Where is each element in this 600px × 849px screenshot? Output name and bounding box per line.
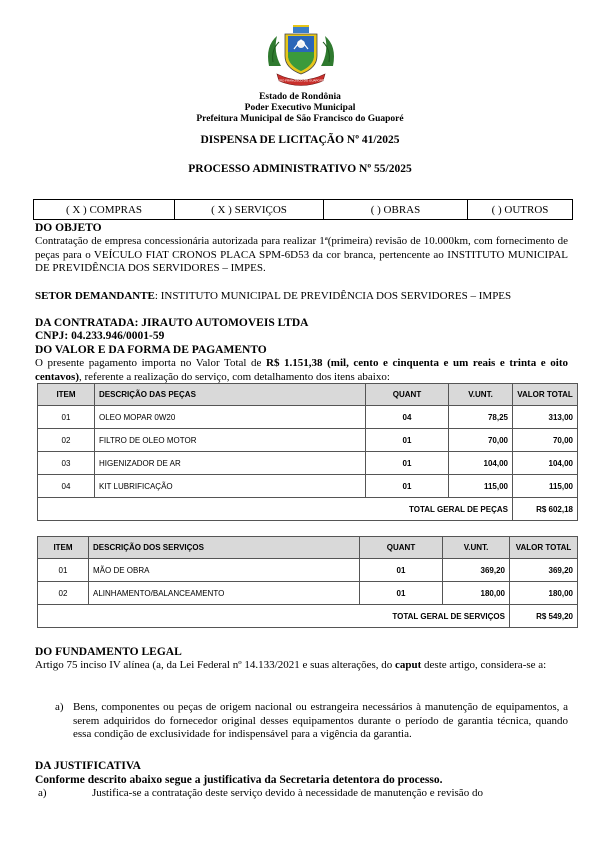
servicos-total-value: R$ 549,20	[510, 605, 578, 628]
justificativa-item-marker: a)	[38, 787, 47, 799]
cell-vunt: 115,00	[449, 475, 513, 498]
category-obras: ( ) OBRAS	[324, 200, 468, 220]
header-state: Estado de Rondônia	[259, 92, 341, 102]
servicos-table	[37, 536, 578, 628]
cell-quant: 01	[366, 429, 449, 452]
table-row	[38, 429, 578, 452]
cell-item: 03	[38, 452, 95, 475]
pecas-col-descricao: DESCRIÇÃO DAS PEÇAS	[95, 384, 366, 406]
cell-total: 180,00	[510, 582, 578, 605]
pecas-col-item: ITEM	[38, 384, 95, 406]
cell-vunt: 104,00	[449, 452, 513, 475]
cell-descricao: HIGENIZADOR DE AR	[95, 452, 366, 475]
servicos-header-row	[38, 537, 578, 559]
valor-text	[35, 357, 568, 384]
table-row	[38, 582, 578, 605]
cell-vunt: 70,00	[449, 429, 513, 452]
servicos-col-quant: QUANT	[360, 537, 443, 559]
servicos-col-vunt: V.UNT.	[443, 537, 510, 559]
cell-descricao: OLEO MOPAR 0W20	[95, 406, 366, 429]
cell-quant: 01	[360, 559, 443, 582]
cell-vunt: 180,00	[443, 582, 510, 605]
justificativa-heading: DA JUSTIFICATIVA	[35, 760, 141, 772]
cell-total: 313,00	[513, 406, 578, 429]
valor-heading: DO VALOR E DA FORMA DE PAGAMENTO	[35, 344, 267, 356]
objeto-heading: DO OBJETO	[35, 222, 102, 234]
cell-quant: 01	[366, 475, 449, 498]
fundamento-text-suffix: deste artigo, considera-se a:	[421, 659, 547, 671]
pecas-header-row	[38, 384, 578, 406]
category-outros: ( ) OUTROS	[468, 200, 573, 220]
fundamento-text	[35, 659, 568, 673]
cell-item: 04	[38, 475, 95, 498]
objeto-text: Contratação de empresa concessionária autorizada para realizar 1ª(primeira) revisão de 10.000km, com fornecimento de peças para o VEÍCULO FIAT CRONOS PLACA SPM-6D53 da cor branca, pertencente ao INSTITUTO MUNICIPAL DE PREVIDÊNCIA DOS SERVIDORES – IMPES.	[35, 235, 568, 274]
pecas-total-label: TOTAL GERAL DE PEÇAS	[38, 498, 513, 521]
setor-value: : INSTITUTO MUNICIPAL DE PREVIDÊNCIA DOS SERVIDORES – IMPES	[154, 290, 512, 302]
category-servicos: ( X ) SERVIÇOS	[175, 200, 324, 220]
justificativa-item-text: Justifica-se a contratação deste serviço devido à necessidade de manutenção e revisão do	[92, 787, 483, 799]
contratada-name: DA CONTRATADA: JIRAUTO AUTOMOVEIS LTDA	[35, 317, 309, 329]
cell-total: 70,00	[513, 429, 578, 452]
pecas-col-vunt: V.UNT.	[449, 384, 513, 406]
pecas-total-row	[38, 498, 578, 521]
valor-total-amount: R$ 1.151,38 (mil, cento e cinquenta e um reais e trinta e oito centavos)	[35, 357, 568, 383]
servicos-col-descricao: DESCRIÇÃO DOS SERVIÇOS	[89, 537, 360, 559]
cell-total: 369,20	[510, 559, 578, 582]
fundamento-text-prefix: Artigo 75 inciso IV alínea (a, da Lei Federal nº 14.133/2021 e suas alterações, do	[35, 659, 395, 671]
fundamento-caput: caput	[395, 659, 422, 671]
cell-quant: 04	[366, 406, 449, 429]
contratada-cnpj: CNPJ: 04.233.946/0001-59	[35, 330, 165, 342]
pecas-col-quant: QUANT	[366, 384, 449, 406]
servicos-col-item: ITEM	[38, 537, 89, 559]
header-municipality: Prefeitura Municipal de São Francisco do Guaporé	[196, 114, 404, 124]
municipal-seal-logo	[263, 22, 339, 90]
cell-descricao: MÃO DE OBRA	[89, 559, 360, 582]
valor-text-suffix: , referente a realização do serviço, com detalhamento dos itens abaixo:	[79, 370, 390, 383]
cell-item: 01	[38, 559, 89, 582]
processo-title: PROCESSO ADMINISTRATIVO Nº 55/2025	[188, 163, 412, 175]
pecas-table	[37, 383, 578, 521]
cell-item: 01	[38, 406, 95, 429]
cell-item: 02	[38, 582, 89, 605]
valor-text-prefix: O presente pagamento importa no Valor Total de	[35, 357, 267, 369]
servicos-total-label: TOTAL GERAL DE SERVIÇOS	[38, 605, 510, 628]
dispensa-title: DISPENSA DE LICITAÇÃO Nº 41/2025	[200, 134, 400, 146]
table-row	[38, 559, 578, 582]
cell-total: 104,00	[513, 452, 578, 475]
cell-descricao: KIT LUBRIFICAÇÃO	[95, 475, 366, 498]
servicos-total-row	[38, 605, 578, 628]
cell-descricao: FILTRO DE OLEO MOTOR	[95, 429, 366, 452]
servicos-col-total: VALOR TOTAL	[510, 537, 578, 559]
cell-descricao: ALINHAMENTO/BALANCEAMENTO	[89, 582, 360, 605]
setor-label: SETOR DEMANDANTE	[35, 290, 155, 302]
category-table	[33, 199, 573, 220]
cell-vunt: 369,20	[443, 559, 510, 582]
table-row	[38, 475, 578, 498]
table-row	[38, 452, 578, 475]
fundamento-item-text: Bens, componentes ou peças de origem nacional ou estrangeira necessários à manutenção de equipamentos, a serem adquiridos do fornecedor original desses equipamentos durante o período de garantia técnica, quando essa condição de exclusividade for indispensável para a vigência da garantia.	[73, 701, 568, 740]
cell-quant: 01	[360, 582, 443, 605]
cell-vunt: 78,25	[449, 406, 513, 429]
justificativa-subheading: Conforme descrito abaixo segue a justificativa da Secretaria detentora do processo.	[35, 774, 443, 786]
pecas-col-total: VALOR TOTAL	[513, 384, 578, 406]
category-compras: ( X ) COMPRAS	[34, 200, 175, 220]
cell-quant: 01	[366, 452, 449, 475]
table-row	[38, 406, 578, 429]
setor-demandante	[35, 290, 568, 304]
svg-text:SÃO FRANCISCO DO GUAPORÉ: SÃO FRANCISCO DO GUAPORÉ	[277, 78, 325, 83]
fundamento-heading: DO FUNDAMENTO LEGAL	[35, 646, 182, 658]
pecas-total-value: R$ 602,18	[513, 498, 578, 521]
header-branch: Poder Executivo Municipal	[244, 103, 356, 113]
fundamento-item-marker: a)	[55, 701, 64, 713]
cell-total: 115,00	[513, 475, 578, 498]
cell-item: 02	[38, 429, 95, 452]
